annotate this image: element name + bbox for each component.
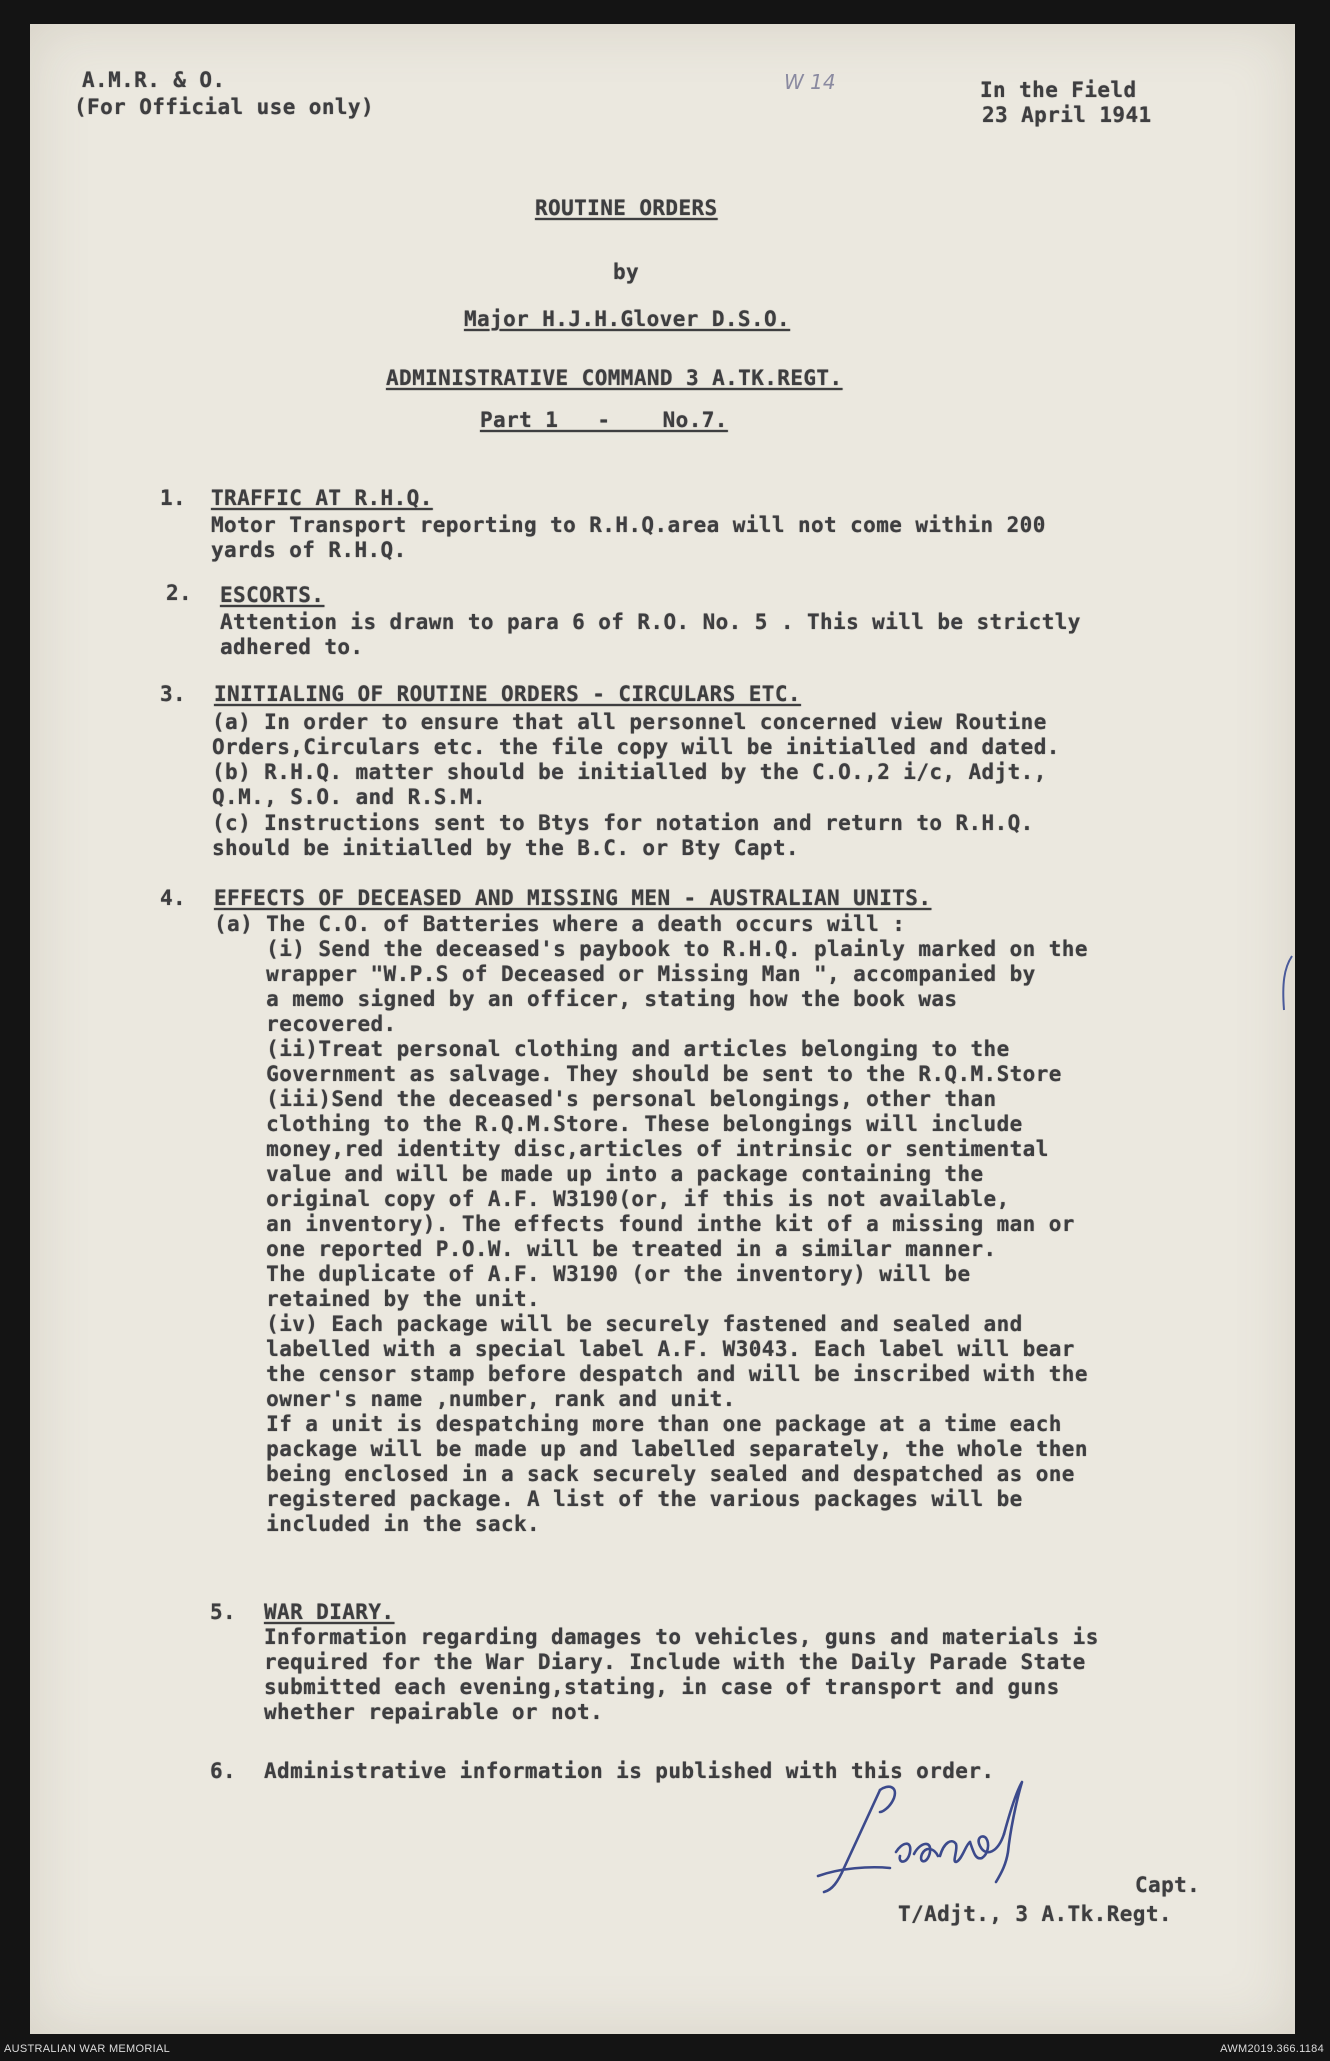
item-line: (i) Send the deceased's paybook to R.H.Q. plainly marked on the [214, 937, 1088, 961]
item-line: included in the sack. [214, 1512, 541, 1536]
archive-credit: AUSTRALIAN WAR MEMORIAL [4, 2043, 171, 2055]
item-line: original copy of A.F. W3190(or, if this is not available, [214, 1187, 1010, 1211]
item-line: the censor stamp before despatch and will be inscribed with the [214, 1362, 1088, 1386]
item-line: registered package. A list of the various packages will be [214, 1487, 1023, 1511]
item-line: (a) The C.O. of Batteries where a death occurs will : [214, 912, 906, 936]
item-heading: WAR DIARY. [264, 1600, 395, 1624]
item-line: recovered. [214, 1012, 397, 1036]
item-number: 6. [210, 1759, 237, 1783]
item-line: an inventory). The effects found inthe kit of a missing man or [214, 1212, 1075, 1236]
issuing-officer: Major H.J.H.Glover D.S.O. [464, 307, 791, 331]
item-line: one reported P.O.W. will be treated in a similar manner. [214, 1237, 997, 1261]
item-line: a memo signed by an officer, stating how the book was [214, 987, 958, 1011]
item-heading: INITIALING OF ROUTINE ORDERS - CIRCULARS ETC. [214, 682, 801, 706]
location-line: In the Field [980, 78, 1137, 102]
document-page [30, 24, 1295, 2034]
item-heading: ESCORTS. [220, 583, 325, 607]
document-title: ROUTINE ORDERS [535, 196, 718, 220]
item-line: value and will be made up into a package containing the [214, 1162, 984, 1186]
handwritten-signature [810, 1772, 1070, 1902]
item-line: should be initialled by the B.C. or Bty Capt. [212, 836, 799, 860]
item-line: (a) In order to ensure that all personnel concerned view Routine [212, 710, 1047, 734]
item-line: If a unit is despatching more than one package at a time each [214, 1412, 1062, 1436]
item-line: Government as salvage. They should be sent to the R.Q.M.Store [214, 1062, 1062, 1086]
item-heading: EFFECTS OF DECEASED AND MISSING MEN - AUSTRALIAN UNITS. [214, 886, 932, 910]
item-line: required for the War Diary. Include with the Daily Parade State [264, 1650, 1086, 1674]
item-number: 4. [160, 886, 187, 910]
item-line: being enclosed in a sack securely sealed and despatched as one [214, 1462, 1075, 1486]
item-line: money,red identity disc,articles of intrinsic or sentimental [214, 1137, 1049, 1161]
item-line: Orders,Circulars etc. the file copy will be initialled and dated. [212, 735, 1060, 759]
item-number: 5. [210, 1600, 237, 1624]
part-number: Part 1 - No.7. [480, 408, 728, 432]
item-line: wrapper "W.P.S of Deceased or Missing Man ", accompanied by [214, 962, 1036, 986]
classification-line-2: (For Official use only) [74, 95, 374, 119]
pencil-annotation: W 14 [784, 70, 836, 94]
item-line: submitted each evening,stating, in case of transport and guns [264, 1675, 1060, 1699]
item-line: owner's name ,number, rank and unit. [214, 1387, 736, 1411]
item-line: (iii)Send the deceased's personal belongings, other than [214, 1087, 997, 1111]
item-line: Administrative information is published with this order. [264, 1759, 995, 1783]
margin-pencil-mark [1280, 954, 1294, 1014]
item-line: package will be made up and labelled separately, the whole then [214, 1437, 1088, 1461]
item-line: Q.M., S.O. and R.S.M. [212, 785, 486, 809]
item-number: 2. [166, 581, 193, 605]
title-by: by [613, 260, 640, 284]
date-line: 23 April 1941 [982, 103, 1152, 127]
item-line: clothing to the R.Q.M.Store. These belongings will include [214, 1112, 1023, 1136]
item-line: Attention is drawn to para 6 of R.O. No. 5 . This will be strictly [220, 610, 1081, 634]
signatory-rank: Capt. [1135, 1873, 1201, 1897]
item-line: The duplicate of A.F. W3190 (or the inventory) will be [214, 1262, 971, 1286]
item-line: labelled with a special label A.F. W3043. Each label will bear [214, 1337, 1075, 1361]
item-line: whether repairable or not. [264, 1700, 604, 1724]
item-line: (c) Instructions sent to Btys for notation and return to R.H.Q. [212, 811, 1034, 835]
item-line: (ii)Treat personal clothing and articles belonging to the [214, 1037, 1010, 1061]
command-title: ADMINISTRATIVE COMMAND 3 A.TK.REGT. [386, 366, 843, 390]
item-line: adhered to. [220, 635, 364, 659]
item-line: yards of R.H.Q. [211, 538, 407, 562]
archive-reference: AWM2019.366.1184 [1220, 2043, 1324, 2055]
item-line: retained by the unit. [214, 1287, 541, 1311]
item-line: Motor Transport reporting to R.H.Q.area will not come within 200 [211, 513, 1046, 537]
item-number: 3. [160, 682, 187, 706]
classification-line-1: A.M.R. & O. [82, 68, 226, 92]
item-number: 1. [160, 486, 187, 510]
item-line: (iv) Each package will be securely fastened and sealed and [214, 1312, 1023, 1336]
item-line: (b) R.H.Q. matter should be initialled by the C.O.,2 i/c, Adjt., [212, 760, 1047, 784]
item-line: Information regarding damages to vehicles, guns and materials is [264, 1625, 1099, 1649]
signatory-appointment: T/Adjt., 3 A.Tk.Regt. [898, 1902, 1172, 1926]
item-heading: TRAFFIC AT R.H.Q. [211, 486, 433, 510]
